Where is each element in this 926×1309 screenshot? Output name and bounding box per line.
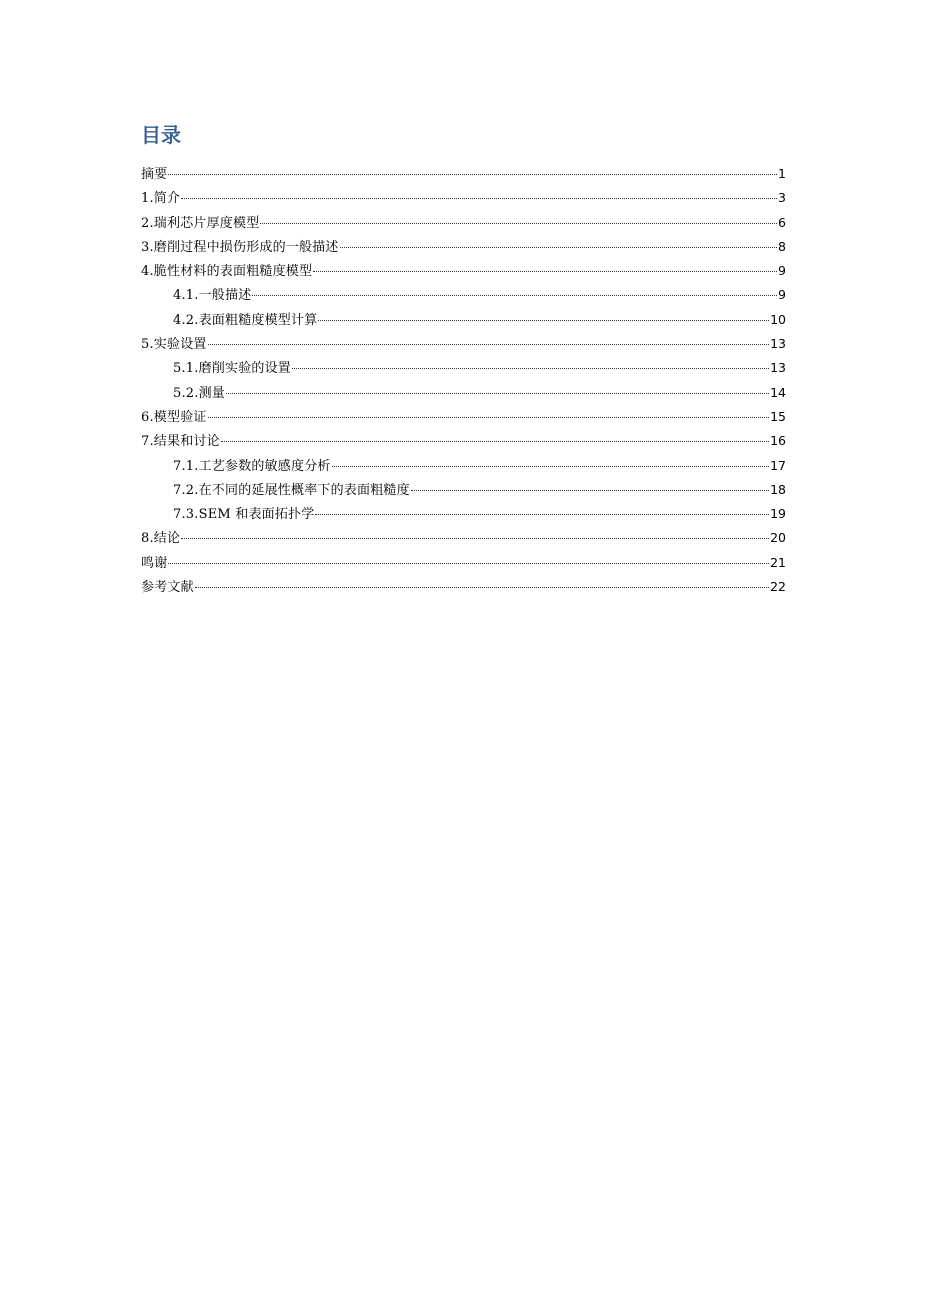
toc-entry[interactable]: [141, 429, 786, 453]
toc-entry-page: 3: [778, 190, 786, 206]
dot-leader: [221, 441, 769, 442]
toc-entry-page: 15: [770, 408, 786, 424]
toc-entry[interactable]: [141, 526, 786, 550]
toc-entry-label: 7.2.在不同的延展性概率下的表面粗糙度: [173, 482, 410, 498]
dot-leader: [318, 320, 769, 321]
toc-entry-page: 17: [770, 457, 786, 473]
toc-entry[interactable]: [141, 259, 786, 283]
toc-entry-label: 4.1.一般描述: [173, 288, 252, 304]
toc-entry-label: 5.实验设置: [141, 337, 207, 353]
toc-entry-page: 1: [778, 166, 786, 181]
toc-entry-label: 4.2.表面粗糙度模型计算: [173, 312, 318, 328]
toc-subentry[interactable]: [141, 478, 786, 502]
toc-entry[interactable]: [141, 405, 786, 429]
dot-leader: [411, 490, 769, 491]
dot-leader: [168, 174, 777, 175]
toc-entry[interactable]: [141, 332, 786, 356]
toc-entry-page: 6: [778, 214, 786, 230]
toc-entry-page: 22: [770, 579, 786, 595]
toc-subentry[interactable]: [141, 308, 786, 332]
toc-title: 目录: [141, 123, 181, 147]
toc-entry-page: 16: [770, 433, 786, 449]
toc-subentry[interactable]: [141, 356, 786, 380]
toc-entry-label: 7.结果和讨论: [141, 434, 220, 450]
toc-entry[interactable]: [141, 162, 786, 186]
toc-entry-label: 参考文献: [141, 580, 194, 596]
dot-leader: [315, 514, 769, 515]
toc-entry-label: 摘要: [141, 167, 168, 182]
toc-subentry[interactable]: [141, 454, 786, 478]
toc-entry-page: 9: [778, 263, 786, 279]
toc-entry-label: 6.模型验证: [141, 409, 207, 425]
toc-subentry[interactable]: [141, 502, 786, 526]
toc-subentry[interactable]: [141, 381, 786, 405]
dot-leader: [181, 538, 769, 539]
dot-leader: [208, 344, 769, 345]
toc-entry-page: 13: [770, 336, 786, 352]
dot-leader: [292, 368, 769, 369]
toc-entry-label: 5.1.磨削实验的设置: [173, 361, 292, 377]
toc-entry-page: 19: [770, 506, 786, 522]
toc-entry-page: 14: [770, 384, 786, 400]
toc-entry-page: 9: [778, 287, 786, 303]
dot-leader: [252, 295, 777, 296]
dot-leader: [260, 223, 777, 224]
toc-entry-label: 7.3.SEM 和表面拓扑学: [173, 507, 315, 523]
toc-entry-page: 20: [770, 530, 786, 546]
toc-entry[interactable]: [141, 551, 786, 575]
toc-entry[interactable]: [141, 235, 786, 259]
toc-entry-label: 4.脆性材料的表面粗糙度模型: [141, 264, 313, 280]
dot-leader: [340, 247, 777, 248]
toc-entry-page: 8: [778, 238, 786, 254]
toc-entry-label: 3.磨削过程中损伤形成的一般描述: [141, 239, 339, 255]
toc-list: [141, 162, 786, 599]
toc-entry-page: 13: [770, 360, 786, 376]
toc-entry-label: 1.简介: [141, 191, 181, 207]
toc-entry-page: 18: [770, 481, 786, 497]
dot-leader: [195, 587, 769, 588]
toc-entry-label: 8.结论: [141, 531, 181, 547]
toc-entry[interactable]: [141, 186, 786, 210]
dot-leader: [313, 271, 777, 272]
toc-entry-label: 5.2.测量: [173, 385, 226, 401]
toc-entry-label: 2.瑞利芯片厚度模型: [141, 215, 260, 231]
dot-leader: [226, 393, 769, 394]
toc-subentry[interactable]: [141, 283, 786, 307]
toc-entry[interactable]: [141, 575, 786, 599]
dot-leader: [181, 198, 777, 199]
dot-leader: [208, 417, 769, 418]
toc-entry-label: 7.1.工艺参数的敏感度分析: [173, 458, 331, 474]
toc-entry-label: 鸣谢: [141, 555, 168, 571]
toc-entry-page: 21: [770, 554, 786, 570]
toc-entry[interactable]: [141, 211, 786, 235]
dot-leader: [168, 563, 769, 564]
dot-leader: [332, 466, 769, 467]
toc-entry-page: 10: [770, 311, 786, 327]
